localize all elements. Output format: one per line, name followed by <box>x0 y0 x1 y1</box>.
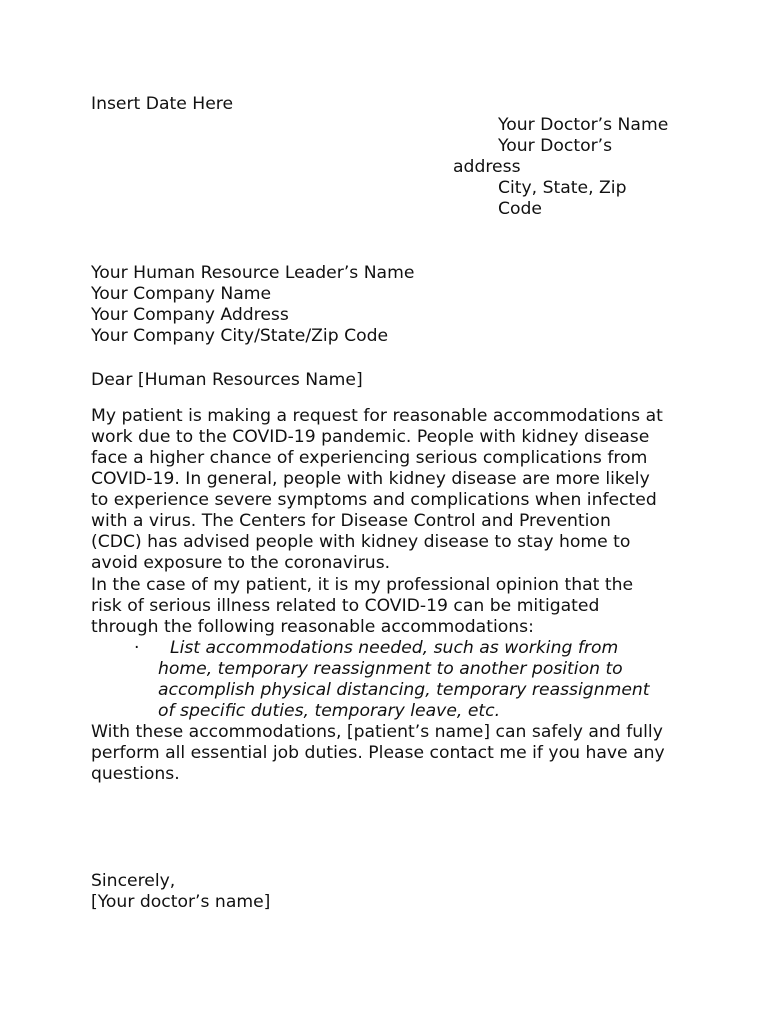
recipient-name: Your Human Resource Leader’s Name <box>91 263 415 283</box>
salutation: Dear [Human Resources Name] <box>91 370 363 390</box>
paragraph-line: In the case of my patient, it is my professional opinion that the <box>91 575 634 595</box>
paragraph-line: (CDC) has advised people with kidney disease to stay home to <box>91 532 631 552</box>
signature: [Your doctor’s name] <box>91 892 271 912</box>
bullet-line: home, temporary reassignment to another position to <box>158 659 623 679</box>
bullet-line: List accommodations needed, such as working from <box>170 638 619 658</box>
bullet-line: of specific duties, temporary leave, etc. <box>158 701 501 721</box>
doctor-name: Your Doctor’s Name <box>498 115 669 135</box>
recipient-address: Your Company Address <box>91 305 289 325</box>
recipient-company: Your Company Name <box>91 284 272 304</box>
paragraph-line: with a virus. The Centers for Disease Control and Prevention <box>91 511 611 531</box>
paragraph-line: COVID-19. In general, people with kidney disease are more likely <box>91 469 650 489</box>
paragraph-line: work due to the COVID-19 pandemic. People with kidney disease <box>91 427 650 447</box>
bullet-marker: · <box>134 638 140 658</box>
paragraph-line: My patient is making a request for reasonable accommodations at <box>91 406 663 426</box>
paragraph-line: perform all essential job duties. Please contact me if you have any <box>91 743 665 763</box>
paragraph-line: avoid exposure to the coronavirus. <box>91 553 391 573</box>
paragraph-line: face a higher chance of experiencing serious complications from <box>91 448 648 468</box>
recipient-city: Your Company City/State/Zip Code <box>91 326 389 346</box>
paragraph-line: questions. <box>91 764 180 784</box>
paragraph-line: to experience severe symptoms and complications when infected <box>91 490 657 510</box>
date-line: Insert Date Here <box>91 94 234 114</box>
doctor-city-line1: City, State, Zip <box>498 178 627 198</box>
bullet-line: accomplish physical distancing, temporary reassignment <box>158 680 650 700</box>
closing: Sincerely, <box>91 871 176 891</box>
paragraph-line: risk of serious illness related to COVID-19 can be mitigated <box>91 596 600 616</box>
paragraph-line: through the following reasonable accommodations: <box>91 617 534 637</box>
doctor-address-line2: address <box>453 157 521 177</box>
doctor-city-line2: Code <box>498 199 543 219</box>
paragraph-line: With these accommodations, [patient’s name] can safely and fully <box>91 722 663 742</box>
doctor-address-line1: Your Doctor’s <box>498 136 613 156</box>
